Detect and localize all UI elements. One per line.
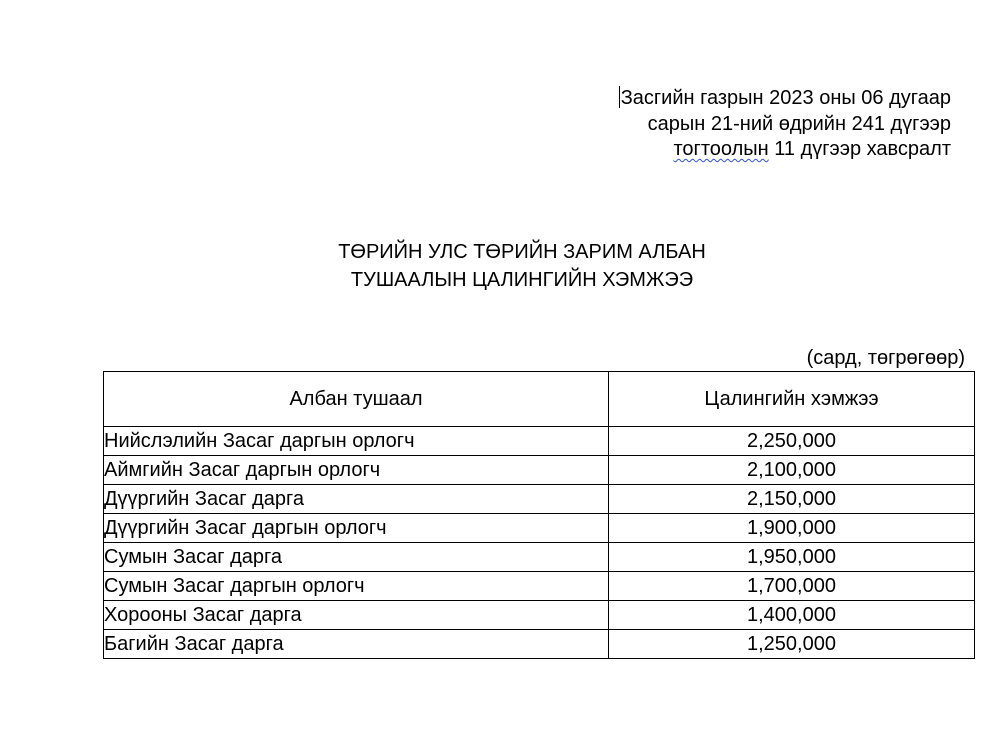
- annex-line-3-rest: 11 дүгээр хавсралт: [768, 138, 951, 160]
- table-row: [104, 456, 975, 485]
- salary-cell: 2,100,000: [609, 456, 975, 485]
- position-cell: Нийслэлийн Засаг даргын орлогч: [104, 427, 609, 456]
- table-row: [104, 427, 975, 456]
- salary-cell: 1,250,000: [609, 630, 975, 659]
- table-header-row: [104, 372, 975, 427]
- position-cell: Багийн Засаг дарга: [104, 630, 609, 659]
- spellcheck-flagged-word[interactable]: тогтоолын: [673, 138, 769, 160]
- salary-cell: 1,400,000: [609, 601, 975, 630]
- title-line-1: ТӨРИЙН УЛС ТӨРИЙН ЗАРИМ АЛБАН: [338, 241, 706, 263]
- position-cell: Сумын Засаг даргын орлогч: [104, 572, 609, 601]
- salary-cell: 1,950,000: [609, 543, 975, 572]
- document-title: [222, 238, 822, 294]
- table-row: [104, 630, 975, 659]
- table-row: [104, 514, 975, 543]
- salary-cell: 1,700,000: [609, 572, 975, 601]
- annex-line-3: [619, 137, 951, 163]
- annex-line-1-text: Засгийн газрын 2023 оны 06 дугаар: [620, 87, 951, 109]
- position-cell: Аймгийн Засаг даргын орлогч: [104, 456, 609, 485]
- salary-table: [103, 371, 975, 659]
- table-row: [104, 485, 975, 514]
- salary-cell: 1,900,000: [609, 514, 975, 543]
- salary-cell: 2,150,000: [609, 485, 975, 514]
- title-line-2: ТУШААЛЫН ЦАЛИНГИЙН ХЭМЖЭЭ: [350, 269, 694, 291]
- annex-reference: [619, 86, 951, 163]
- header-salary: Цалингийн хэмжээ: [609, 372, 975, 427]
- unit-note: (сард, төгрөгөөр): [806, 347, 965, 369]
- table-row: [104, 543, 975, 572]
- position-cell: Сумын Засаг дарга: [104, 543, 609, 572]
- position-cell: Дүүргийн Засаг дарга: [104, 485, 609, 514]
- header-position: Албан тушаал: [104, 372, 609, 427]
- position-cell: Дүүргийн Засаг даргын орлогч: [104, 514, 609, 543]
- annex-line-1: [619, 86, 951, 112]
- annex-line-2: сарын 21-ний өдрийн 241 дүгээр: [647, 112, 951, 135]
- table-row: [104, 572, 975, 601]
- salary-cell: 2,250,000: [609, 427, 975, 456]
- text-cursor: [619, 86, 620, 108]
- table-row: [104, 601, 975, 630]
- position-cell: Хорооны Засаг дарга: [104, 601, 609, 630]
